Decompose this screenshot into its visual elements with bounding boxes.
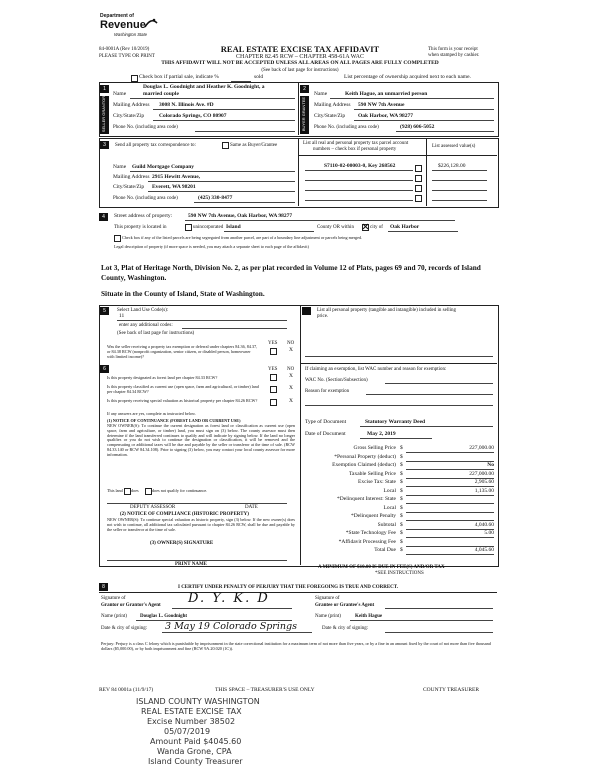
tax-row [300,514,496,522]
minimum-fee-notice: A MINIMUM OF $10.00 IS DUE IN FEE(S) AND/OR TAX [318,565,445,570]
deputy-assessor-label: DEPUTY ASSESSOR [130,505,176,510]
tax-row [300,480,496,488]
situate-line: Situate in the County of Island, State of Washington. [101,289,265,298]
forest-yes-checkbox[interactable] [270,374,277,381]
check-mark-icon [362,223,369,230]
seller-city: Colorado Springs, CO 80907 [159,113,227,119]
doc-type-label: Type of Document [305,419,347,425]
unincorporated-label: unincorporated [193,225,224,230]
grantee-name-label: Name (print) [315,614,341,619]
land-use-label: Select Land Use Code(s): [117,308,169,313]
sec6-no-header: NO [287,367,295,372]
corr-name-label: Name [113,164,127,170]
tax-row [300,531,496,539]
section-1-marker: 1 [100,85,109,93]
tax-row [300,446,496,454]
assessed-header: List assessed value(s) [432,144,476,149]
parcel-number: S7110-02-00003-0, Key 268562 [324,163,396,169]
exemption-no-header: NO [287,341,295,346]
buyer-side-text: BUYER GRANTEE [301,96,306,132]
buyer-address-label: Mailing Address [314,102,351,108]
seller-address-label: Mailing Address [113,102,150,108]
tax-row [300,497,496,505]
tax-row-label: Excise Tax: State [357,479,396,485]
seller-name-line2: married couple [143,91,179,97]
qualify-line-label: This land [107,488,123,493]
rev-code: REV 84 0001a (11/9/17) [99,687,154,693]
tax-row-label: Total Due [374,547,396,553]
same-as-buyer-label: Same as Buyer/Grantee [230,143,278,148]
grantor-signature: D. Y. K. D [188,591,270,606]
tax-row-dollar: $ [400,547,403,553]
forest-land-question: Is this property designated as forest land per chapter 84.33 RCW? [107,375,218,380]
exemption-no-answer: X [289,347,293,353]
corr-address-label: Mailing Address [113,174,150,180]
tax-row-label: Local [383,487,396,494]
see-back-instructions: (See back of last page for instructions) [261,68,339,73]
land-use-see-back: (See back of last page for instructions) [117,331,195,336]
stamp-line-2: REAL ESTATE EXCISE TAX [141,707,242,716]
tax-row [300,548,496,556]
doc-date-value: May 2, 2019 [367,431,396,437]
tax-row-dollar: $ [400,530,403,536]
city-of-label: city of [370,225,383,230]
tax-row-label: Taxable Selling Price [349,470,396,477]
tax-row-dollar: $ [400,513,403,519]
sec6-yes-header: YES [268,367,278,372]
grantee-sig-label-2: Grantee or Grantee's Agent [315,603,375,608]
tax-row-label: *State Technology Fee [345,530,396,536]
tax-row-value: 4,040.60 [474,521,494,528]
buyer-city: Oak Harbor, WA 98277 [358,113,414,119]
tax-row-dollar: $ [400,479,403,485]
buyer-phone-label: Phone No. (including area code) [314,125,379,130]
tax-calculation-table [300,446,496,558]
legal-desc-label: Legal description of property (if more space is needed, you may attach a separate sheet to each page of the affidavit) [114,244,309,249]
tax-row-label: *Personal Property (deduct) [334,453,396,460]
seller-name-label: Name [113,91,127,97]
ownership-instruction: List percentage of ownership acquired next to each name. [344,74,471,80]
logo-mark-icon [144,17,158,29]
corr-city: Everett, WA 98201 [152,184,196,190]
corr-phone: (425) 330-8477 [198,195,233,201]
continuance-heading: (1) NOTICE OF CONTINUANCE (FOREST LAND OR CURRENT USE) [107,418,241,423]
tax-row-value: 227,000.00 [469,445,494,451]
does-not-label: does not qualify for continuance. [152,488,208,493]
section-3-marker: 3 [100,141,109,149]
stamp-line-4: 05/07/2019 [164,727,211,736]
tax-row-dollar: $ [400,538,403,545]
grantee-name-print: Keith Hague [355,614,383,619]
qualifies-checkbox[interactable] [124,488,131,495]
personal-property-label-1: List all personal property (tangible and intangible) included in selling [317,308,456,313]
logo-line1: Department of [100,13,134,19]
buyer-name-label: Name [314,91,328,97]
corr-phone-label: Phone No. (including area code) [113,196,178,201]
dor-logo [100,14,170,46]
treasurer-use-label: THIS SPACE – TREASURER'S USE ONLY [215,687,315,693]
doc-date-label: Date of Document [305,431,346,437]
tax-row [300,472,496,480]
not-qualifies-checkbox[interactable] [145,488,152,495]
receipt-note-2: when stamped by cashier. [428,53,480,58]
seller-address: 3008 N. Illinois Ave. #D [159,102,214,108]
tax-row-label: Gross Selling Price [353,445,396,451]
if-yes-note: If any answers are yes, complete as instructed below. [107,411,196,416]
grantor-date-city-label: Date & city of signing: [101,626,148,631]
section-8-marker: 8 [99,583,108,591]
section-5-marker: 5 [100,307,109,315]
tax-row-value: 5.00 [484,530,494,536]
partial-sale-checkbox[interactable] [131,75,138,82]
same-as-buyer-checkbox[interactable] [222,142,229,149]
buyer-address: 590 NW 7th Avenue [358,102,405,108]
logo-line3: Washington State [114,32,147,37]
stamp-line-7: Island County Treasurer [148,757,243,766]
tax-row-label: Subtotal [377,521,396,528]
tax-row [300,506,496,514]
parcels-header-2: numbers – check box if personal property [313,147,397,152]
exemption-reason-label: Reason for exemption [305,389,350,394]
seller-exemption-question: Was the seller receiving a property tax exemption or deferral under chapters 84.36, 84.37, or 84.38 RCW (nonprofit organization, senior citizen, or disabled person, homeowner with limited income)? [107,344,258,359]
compliance-heading: (2) NOTICE OF COMPLIANCE (HISTORIC PROPERTY) [120,512,249,517]
seller-city-label: City/State/Zip [113,113,145,119]
section-4-marker: 4 [99,213,108,221]
current-use-no-answer: X [289,385,293,391]
grantee-date-city-label: Date & city of signing: [322,626,369,631]
tax-row [300,463,496,471]
parcel-3-personal-checkbox[interactable] [415,185,422,192]
forest-no-answer: X [289,373,293,379]
tax-row-label: *Delinquent Penalty [350,513,396,519]
tax-row-dollar: $ [400,496,403,502]
grantor-date-city: 3 May 19 Colorado Springs [165,621,297,632]
additional-codes-label: enter any additional codes: [119,323,173,328]
see-instructions-note: *SEE INSTRUCTIONS [375,571,424,576]
form-title: REAL ESTATE EXCISE TAX AFFIDAVIT [220,44,380,54]
parcel-1-personal-checkbox[interactable] [415,165,422,172]
county-or-within-label: County OR within [317,225,354,230]
not-accepted-notice: THIS AFFIDAVIT WILL NOT BE ACCEPTED UNLESS ALL AREAS ON ALL PAGES ARE FULLY COMPLETED [161,60,439,66]
historic-no-answer: X [289,398,293,404]
tax-row-label: Local [383,504,396,511]
parcel-4-personal-checkbox[interactable] [415,195,422,202]
section-2-marker: 2 [300,85,309,93]
type-or-print: PLEASE TYPE OR PRINT [99,54,155,59]
print-name-label: PRINT NAME [175,562,207,567]
parcel-2-personal-checkbox[interactable] [415,175,422,182]
logo-line2: Revenue [100,19,146,31]
tax-row [300,455,496,463]
tax-row-value: 4,045.60 [474,547,494,553]
unincorporated-checkbox[interactable] [185,224,192,231]
personal-property-label-2: price. [317,314,329,319]
assessed-value: $226,128.00 [438,163,466,169]
continuance-text: NEW OWNER(S): To continue the current designation as forest land or classification as current use (open space, farm and agriculture, or timber) land, you must sign on (3) below. The county assessor must then determine if the land transferred continues to qualify and will indicate by signing below. If the land no longer qualifies or you do not wish to continue the designation or classification, it will be removed and the compensating or additional taxes will be due and payable by the seller or transferor at the time of sale. (RCW 84.33.140 or RCW 84.34.108). Prior to signing (3) below, you may contact your local county assessor for more information. [107,423,295,457]
tax-row-dollar: $ [400,462,403,468]
grantor-sig-label-1: Signature of [101,596,126,601]
located-label: This property is located in [114,225,167,230]
tax-row-label: *Delinquent Interest: State [337,496,396,502]
tax-row-value: 2,905.60 [474,479,494,485]
deputy-date-label: DATE [245,505,258,510]
street-label: Street address of property: [114,213,173,219]
stamp-line-1: ISLAND COUNTY WASHINGTON [136,697,260,706]
city-name: Oak Harbor [390,224,420,230]
form-code: 84-0001A (Rev 10/2019) [99,47,150,52]
does-label: does [131,488,139,493]
form-chapter: CHAPTER 82.45 RCW – CHAPTER 458-61A WAC [236,54,364,60]
grantor-sig-label-2: Grantor or Grantor's Agent [101,603,161,608]
historic-question: Is this property receiving special valuation as historical property per chapter 84.26 RCW? [107,398,258,403]
land-use-code: 11 [119,313,125,319]
county-treasurer-label: COUNTY TREASURER [423,687,480,693]
seller-side-text: SELLER GRANTOR [101,95,106,133]
parcels-header-1: List all real and personal property tax parcel account [303,141,409,146]
compliance-text: NEW OWNER(S): To continue special valuation as historic property, sign (3) below. If the new owner(s) does not wish to continue, all additional tax calculated pursuant to chapter 84.26 RCW, shall be due and payable by the seller or transferor at the time of sale. [107,517,295,532]
stamp-line-3: Excise Number 38502 [147,717,236,726]
stamp-line-6: Wanda Grone, CPA [157,747,232,756]
owner-signature-label: (3) OWNER(S) SIGNATURE [150,541,214,546]
tax-row [300,540,496,548]
sold-label: sold [254,74,264,80]
buyer-name: Keith Hague, an unmarried person [345,91,428,97]
stamp-line-5: Amount Paid $4045.60 [150,737,242,746]
tax-row-value: No [487,462,494,468]
grantor-name-print: Douglas L. Goodnight [140,614,188,619]
corr-city-label: City/State/Zip [113,184,145,190]
tax-row-dollar: $ [400,445,403,451]
tax-row-value: 1,135.00 [474,487,494,494]
certify-statement: I CERTIFY UNDER PENALTY OF PERJURY THAT THE FOREGOING IS TRUE AND CORRECT. [178,585,399,590]
tax-row-dollar: $ [400,470,403,477]
grantee-sig-label-1: Signature of [315,596,340,601]
current-use-question: Is this property classified as current use (open space, farm and agricultural, or timber) land per chapter 84.34 RCW? [107,384,259,394]
tax-row-label: *Affidavit Processing Fee [338,538,396,545]
tax-row-dollar: $ [400,504,403,511]
tax-row [300,523,496,531]
doc-type-value: Statutory Warranty Deed [365,419,426,425]
exemption-yes-checkbox[interactable] [270,348,277,355]
tax-row [300,489,496,497]
corr-address: 2915 Hewitt Avenue, [152,174,201,180]
buyer-city-label: City/State/Zip [314,113,346,119]
partial-sale-label: Check box if partial sale, indicate % [139,74,219,80]
tax-row-dollar: $ [400,453,403,460]
exemption-yes-header: YES [268,341,278,346]
grantor-name-label: Name (print) [101,614,127,619]
tax-row-dollar: $ [400,521,403,528]
street-address: 590 NW 7th Avenue, Oak Harbor, WA 98277 [188,213,293,219]
perjury-notice: Perjury: Perjury is a class C felony which is punishable by imprisonment in the state correctional institution for a maximum term of not more than five years, or by a fine in an amount fixed by the court of not more than five thousand dollars ($5,000.00), or by both imprisonment and fine (RCW 9A.20.020 (1C)). [101,641,491,651]
historic-yes-checkbox[interactable] [270,399,277,406]
current-use-yes-checkbox[interactable] [270,386,277,393]
seller-name-line1: Douglas L. Goodnight and Heather K. Goodnight, a [143,84,265,90]
receipt-note-1: This form is your receipt [428,47,478,52]
segregation-checkbox[interactable] [114,235,121,242]
tax-row-dollar: $ [400,487,403,494]
section-6-marker: 6 [100,365,109,373]
tax-row-label: Exemption Claimed (deduct) [332,462,396,468]
correspondence-label: Send all property tax correspondence to: [115,143,196,148]
legal-description: Lot 3, Plat of Heritage North, Division No. 2, as per plat recorded in Volume 12 of Plats, pages 69 and 70, records of Island County, Washington. [101,263,481,282]
exemption-claim-label: If claiming an exemption, list WAC number and reason for exemption: [305,367,447,372]
county-name: Island [226,224,241,230]
buyer-phone: (928) 606-5052 [400,124,435,130]
seller-phone-label: Phone No. (including area code) [113,125,178,130]
segregation-note: Check box if any of the listed parcels are being segregated from another parcel, are part of a boundary line adjustment or parcels being merged. [122,235,363,240]
wac-number-label: WAC No. (Section/Subsection) [305,378,368,383]
tax-row-value: 227,000.00 [469,470,494,477]
corr-name: Guild Mortgage Company [132,164,195,170]
section-7-marker [302,307,311,315]
